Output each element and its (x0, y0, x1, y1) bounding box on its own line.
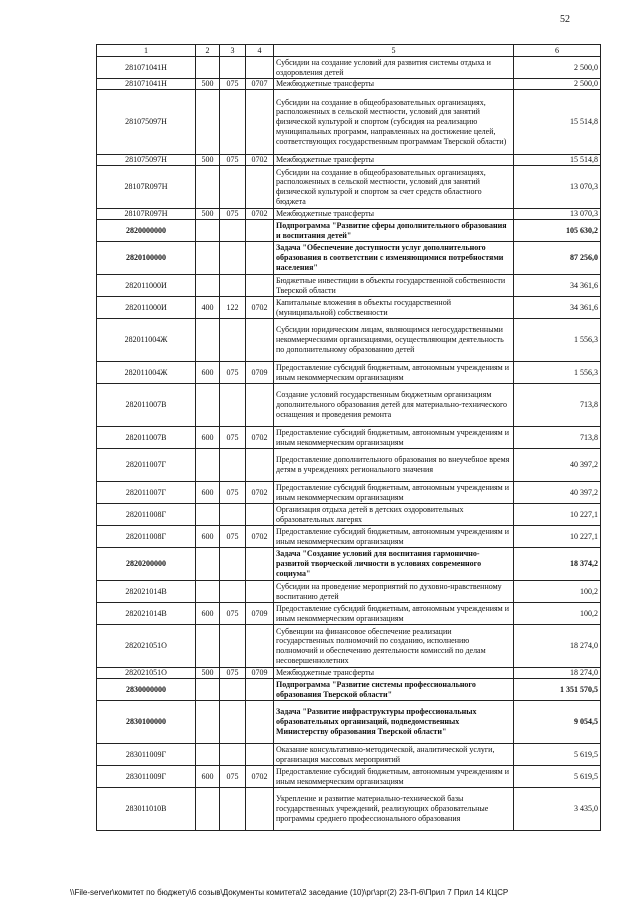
cell-code: 282011008Г (97, 504, 196, 526)
cell-sum: 10 227,1 (514, 504, 601, 526)
header-col-1: 1 (97, 45, 196, 57)
cell-rz (196, 166, 220, 209)
cell-kvr (246, 166, 274, 209)
cell-vr: 122 (220, 297, 246, 319)
cell-code: 282011004Ж (97, 319, 196, 362)
cell-rz: 600 (196, 427, 220, 449)
cell-code: 281071041Н (97, 79, 196, 90)
cell-code: 283011009Г (97, 766, 196, 788)
cell-name: Предоставление субсидий бюджетным, автономным учреждениям и иным некоммерческим организациям (274, 766, 514, 788)
cell-vr (220, 166, 246, 209)
cell-name: Межбюджетные трансферты (274, 668, 514, 679)
cell-name: Задача "Обеспечение доступности услуг дополнительного образования в соответствии с изменяющимися потребностями населения" (274, 242, 514, 275)
cell-name: Предоставление субсидий бюджетным, автономным учреждениям и иным некоммерческим организациям (274, 526, 514, 548)
cell-kvr (246, 504, 274, 526)
cell-sum: 1 351 570,5 (514, 679, 601, 701)
cell-kvr (246, 679, 274, 701)
cell-code: 282011008Г (97, 526, 196, 548)
cell-vr (220, 788, 246, 831)
cell-vr (220, 625, 246, 668)
cell-name: Субвенции на финансовое обеспечение реализации государственных полномочий по созданию, исполнению полномочий и обеспечению деятельности комиссий по делам несовершеннолетних (274, 625, 514, 668)
cell-kvr: 0702 (246, 766, 274, 788)
cell-code: 282021051О (97, 625, 196, 668)
budget-table (96, 44, 601, 831)
header-col-4: 4 (246, 45, 274, 57)
table-row (97, 449, 601, 482)
cell-kvr (246, 788, 274, 831)
table-row (97, 701, 601, 744)
cell-sum: 34 361,6 (514, 297, 601, 319)
cell-code: 281075097Н (97, 155, 196, 166)
cell-kvr (246, 384, 274, 427)
cell-rz (196, 90, 220, 155)
cell-name: Создание условий государственным бюджетным организациям дополнительного образования детей для материально-технического оснащения и проведения ремонта (274, 384, 514, 427)
cell-kvr (246, 90, 274, 155)
table-row (97, 548, 601, 581)
cell-name: Предоставление субсидий бюджетным, автономным учреждениям и иным некоммерческим организациям (274, 482, 514, 504)
cell-vr (220, 384, 246, 427)
cell-rz (196, 788, 220, 831)
cell-name: Субсидии на создание в общеобразовательных организациях, расположенных в сельской местности, условий для занятий физической культурой и спортом (субсидия на реализацию муниципальных программ, направленных на достижение целей, соответствующих государственным программам Тверской области) (274, 90, 514, 155)
cell-vr (220, 90, 246, 155)
cell-rz (196, 744, 220, 766)
cell-sum: 18 274,0 (514, 668, 601, 679)
cell-vr (220, 220, 246, 242)
table-row (97, 57, 601, 79)
cell-name: Субсидии на проведение мероприятий по духовно-нравственному воспитанию детей (274, 581, 514, 603)
cell-vr (220, 57, 246, 79)
table-row (97, 766, 601, 788)
cell-name: Бюджетные инвестиции в объекты государственной собственности Тверской области (274, 275, 514, 297)
cell-vr: 075 (220, 668, 246, 679)
cell-sum: 5 619,5 (514, 766, 601, 788)
table-row (97, 504, 601, 526)
cell-code: 281071041Н (97, 57, 196, 79)
cell-rz (196, 701, 220, 744)
cell-sum: 34 361,6 (514, 275, 601, 297)
cell-kvr (246, 449, 274, 482)
header-col-5: 5 (274, 45, 514, 57)
cell-vr: 075 (220, 209, 246, 220)
table-row (97, 679, 601, 701)
cell-rz (196, 449, 220, 482)
cell-rz (196, 384, 220, 427)
cell-name: Подпрограмма "Развитие сферы дополнительного образования и воспитания детей" (274, 220, 514, 242)
cell-name: Задача "Развитие инфраструктуры профессиональных образовательных организаций, подведомственных Министерству образования Тверской области" (274, 701, 514, 744)
cell-kvr (246, 548, 274, 581)
table-row (97, 526, 601, 548)
cell-name: Оказание консультативно-методической, аналитической услуги, организация массовых мероприятий (274, 744, 514, 766)
cell-code: 282011007Г (97, 449, 196, 482)
cell-vr (220, 504, 246, 526)
table-row (97, 166, 601, 209)
cell-code: 282011007В (97, 384, 196, 427)
cell-vr (220, 449, 246, 482)
cell-rz: 500 (196, 155, 220, 166)
cell-rz: 600 (196, 526, 220, 548)
cell-vr: 075 (220, 427, 246, 449)
cell-vr (220, 679, 246, 701)
table-row (97, 79, 601, 90)
cell-sum: 10 227,1 (514, 526, 601, 548)
cell-kvr: 0702 (246, 526, 274, 548)
file-path-footer: \\File-server\комитет по бюджету\6 созыв\Документы комитета\2 заседание (10)\рг\зрг(2) 23-П-6\Прил 7 Прил 14 КЦСР (70, 888, 509, 897)
cell-vr: 075 (220, 766, 246, 788)
table-row (97, 625, 601, 668)
cell-name: Субсидии на создание в общеобразовательных организациях, расположенных в сельской местности, условий для занятий физической культурой и спортом за счет средств областного бюджета (274, 166, 514, 209)
cell-name: Предоставление дополнительного образования во внеучебное время детям в учреждениях регионального значения (274, 449, 514, 482)
table-row (97, 581, 601, 603)
cell-code: 283011010В (97, 788, 196, 831)
cell-code: 28107R097Н (97, 166, 196, 209)
cell-rz: 500 (196, 209, 220, 220)
cell-kvr: 0707 (246, 79, 274, 90)
cell-sum: 3 435,0 (514, 788, 601, 831)
cell-sum: 1 556,3 (514, 362, 601, 384)
cell-vr (220, 275, 246, 297)
cell-sum: 40 397,2 (514, 449, 601, 482)
cell-code: 282011004Ж (97, 362, 196, 384)
table-row (97, 155, 601, 166)
cell-kvr: 0702 (246, 297, 274, 319)
cell-sum: 713,8 (514, 427, 601, 449)
cell-rz (196, 275, 220, 297)
cell-vr (220, 701, 246, 744)
cell-vr (220, 242, 246, 275)
cell-vr: 075 (220, 603, 246, 625)
cell-rz (196, 220, 220, 242)
cell-code: 282021014В (97, 581, 196, 603)
cell-code: 282011000И (97, 297, 196, 319)
table-row (97, 220, 601, 242)
table-header-row (97, 45, 601, 57)
cell-code: 282011000И (97, 275, 196, 297)
cell-kvr (246, 701, 274, 744)
cell-vr: 075 (220, 362, 246, 384)
cell-kvr (246, 581, 274, 603)
cell-sum: 5 619,5 (514, 744, 601, 766)
cell-sum: 15 514,8 (514, 90, 601, 155)
header-col-2: 2 (196, 45, 220, 57)
cell-name: Субсидии юридическим лицам, являющимся негосударственными некоммерческими организациями, осуществляющим деятельность по дополнительному образованию детей (274, 319, 514, 362)
cell-code: 2820000000 (97, 220, 196, 242)
cell-name: Укрепление и развитие материально-технической базы государственных учреждений, реализующих образовательные программы среднего профессионального образования (274, 788, 514, 831)
cell-rz: 400 (196, 297, 220, 319)
cell-vr (220, 548, 246, 581)
cell-kvr (246, 242, 274, 275)
cell-name: Задача "Создание условий для воспитания гармонично-развитой творческой личности в условиях современного социума" (274, 548, 514, 581)
cell-sum: 13 070,3 (514, 166, 601, 209)
cell-code: 2820200000 (97, 548, 196, 581)
cell-vr: 075 (220, 79, 246, 90)
cell-rz (196, 504, 220, 526)
cell-name: Межбюджетные трансферты (274, 79, 514, 90)
cell-rz: 600 (196, 482, 220, 504)
cell-vr: 075 (220, 526, 246, 548)
cell-sum: 18 274,0 (514, 625, 601, 668)
table-row (97, 242, 601, 275)
cell-rz (196, 581, 220, 603)
cell-code: 283011009Г (97, 744, 196, 766)
cell-name: Подпрограмма "Развитие системы профессионального образования Тверской области" (274, 679, 514, 701)
cell-kvr (246, 220, 274, 242)
cell-rz: 500 (196, 668, 220, 679)
table-row (97, 90, 601, 155)
cell-code: 2830000000 (97, 679, 196, 701)
cell-rz (196, 57, 220, 79)
cell-kvr: 0702 (246, 482, 274, 504)
cell-rz: 600 (196, 362, 220, 384)
cell-sum: 2 500,0 (514, 79, 601, 90)
cell-sum: 100,2 (514, 603, 601, 625)
cell-kvr: 0702 (246, 427, 274, 449)
cell-sum: 18 374,2 (514, 548, 601, 581)
cell-sum: 100,2 (514, 581, 601, 603)
cell-sum: 713,8 (514, 384, 601, 427)
cell-code: 2820100000 (97, 242, 196, 275)
cell-code: 282011007В (97, 427, 196, 449)
table-row (97, 275, 601, 297)
cell-kvr: 0702 (246, 155, 274, 166)
cell-kvr: 0702 (246, 209, 274, 220)
cell-kvr (246, 319, 274, 362)
cell-name: Межбюджетные трансферты (274, 209, 514, 220)
cell-vr (220, 744, 246, 766)
cell-name: Предоставление субсидий бюджетным, автономным учреждениям и иным некоммерческим организациям (274, 427, 514, 449)
cell-rz: 600 (196, 766, 220, 788)
cell-code: 282021014В (97, 603, 196, 625)
header-col-3: 3 (220, 45, 246, 57)
table-row (97, 668, 601, 679)
cell-name: Предоставление субсидий бюджетным, автономным учреждениям и иным некоммерческим организациям (274, 603, 514, 625)
cell-name: Предоставление субсидий бюджетным, автономным учреждениям и иным некоммерческим организациям (274, 362, 514, 384)
cell-rz (196, 242, 220, 275)
cell-rz (196, 679, 220, 701)
table-row (97, 209, 601, 220)
table-row (97, 427, 601, 449)
table-row (97, 362, 601, 384)
table-row (97, 297, 601, 319)
cell-vr: 075 (220, 482, 246, 504)
cell-sum: 1 556,3 (514, 319, 601, 362)
header-col-6: 6 (514, 45, 601, 57)
cell-kvr (246, 57, 274, 79)
cell-code: 282021051О (97, 668, 196, 679)
cell-rz (196, 625, 220, 668)
cell-vr (220, 581, 246, 603)
cell-sum: 13 070,3 (514, 209, 601, 220)
table-body (97, 57, 601, 831)
cell-code: 281075097Н (97, 90, 196, 155)
cell-sum: 40 397,2 (514, 482, 601, 504)
cell-sum: 2 500,0 (514, 57, 601, 79)
cell-kvr (246, 625, 274, 668)
cell-rz: 500 (196, 79, 220, 90)
cell-sum: 105 630,2 (514, 220, 601, 242)
cell-kvr (246, 744, 274, 766)
cell-rz: 600 (196, 603, 220, 625)
cell-code: 282011007Г (97, 482, 196, 504)
cell-vr (220, 319, 246, 362)
cell-sum: 15 514,8 (514, 155, 601, 166)
cell-code: 2830100000 (97, 701, 196, 744)
page-number: 52 (560, 14, 570, 25)
table-row (97, 788, 601, 831)
table-row (97, 384, 601, 427)
table-row (97, 319, 601, 362)
cell-vr: 075 (220, 155, 246, 166)
cell-kvr: 0709 (246, 668, 274, 679)
cell-kvr (246, 275, 274, 297)
cell-name: Капитальные вложения в объекты государственной (муниципальной) собственности (274, 297, 514, 319)
table-row (97, 744, 601, 766)
cell-code: 28107R097Н (97, 209, 196, 220)
cell-sum: 9 054,5 (514, 701, 601, 744)
cell-name: Организация отдыха детей в детских оздоровительных образовательных лагерях (274, 504, 514, 526)
cell-rz (196, 319, 220, 362)
cell-sum: 87 256,0 (514, 242, 601, 275)
table-row (97, 482, 601, 504)
cell-kvr: 0709 (246, 603, 274, 625)
cell-name: Субсидии на создание условий для развития системы отдыха и оздоровления детей (274, 57, 514, 79)
cell-rz (196, 548, 220, 581)
cell-name: Межбюджетные трансферты (274, 155, 514, 166)
cell-kvr: 0709 (246, 362, 274, 384)
table-row (97, 603, 601, 625)
